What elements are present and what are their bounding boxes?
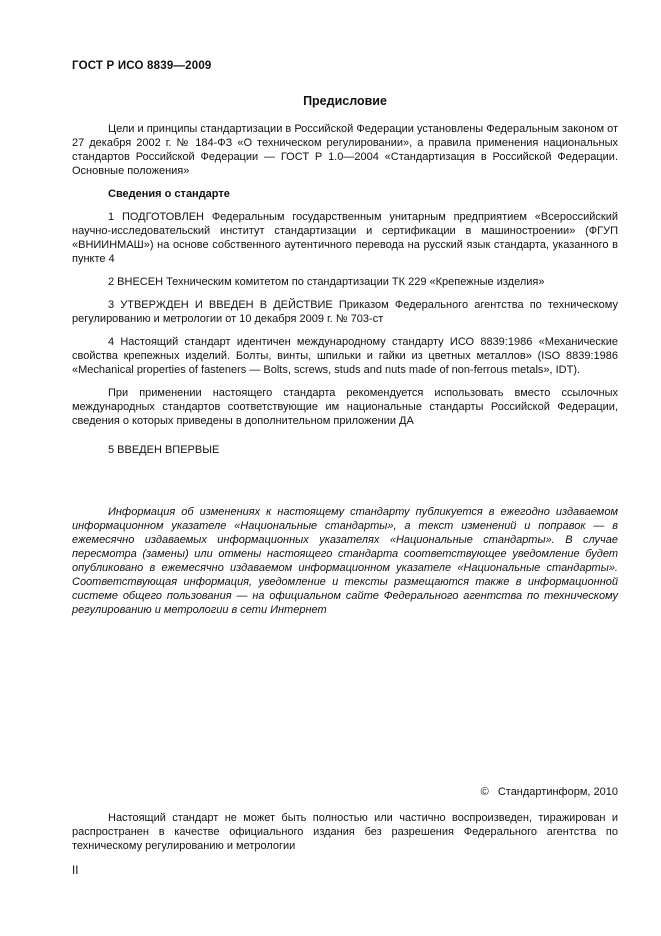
document-designation: ГОСТ Р ИСО 8839—2009 bbox=[72, 60, 212, 72]
reproduction-note: Настоящий стандарт не может быть полностью или частично воспроизведен, тиражирован и распространен в качестве официального издания без разрешения Федерального агентства по техническому регулированию и метрологии bbox=[72, 812, 618, 852]
foreword-item-1: 1 ПОДГОТОВЛЕН Федеральным государственным унитарным предприятием «Всероссийский научно-исследовательский институт стандартизации и сертификации в машиностроении» (ФГУП «ВНИИНМАШ») на основе собственного аутентичного перевода на русский язык стандарта, указанного в пункте 4 bbox=[72, 211, 618, 265]
application-note: При применении настоящего стандарта рекомендуется использовать вместо ссылочных международных стандартов соответствующие им национальные стандарты Российской Федерации, сведения о которых приведены в дополнительном приложении ДА bbox=[72, 387, 618, 427]
copyright-line: © Стандартинформ, 2010 bbox=[480, 786, 618, 798]
section-heading: Сведения о стандарте bbox=[108, 188, 230, 200]
intro-paragraph: Цели и принципы стандартизации в Российской Федерации установлены Федеральным законом от 27 декабря 2002 г. № 184-ФЗ «О техническом регулировании», а правила применения национальных стандартов Российской Федерации — ГОСТ Р 1.0—2004 «Стандартизация в Российской Федерации. Основные положения» bbox=[72, 123, 618, 177]
foreword-item-5: 5 ВВЕДЕН ВПЕРВЫЕ bbox=[108, 444, 220, 456]
foreword-item-3: 3 УТВЕРЖДЕН И ВВЕДЕН В ДЕЙСТВИЕ Приказом Федерального агентства по техническому регулированию и метрологии от 10 декабря 2009 г. № 703-ст bbox=[72, 299, 618, 325]
foreword-item-4: 4 Настоящий стандарт идентичен международному стандарту ИСО 8839:1986 «Механические свойства крепежных изделий. Болты, винты, шпильки и гайки из цветных металлов» (ISO 8839:1986 «Mechanical properties of fasteners — Bolts, screws, studs and nuts made of non-ferrous metals», IDT). bbox=[72, 336, 618, 376]
page-title: Предисловие bbox=[303, 94, 387, 108]
publication-note: Информация об изменениях к настоящему стандарту публикуется в ежегодно издаваемом информационном указателе «Национальные стандарты», а текст изменений и поправок — в ежемесячно издаваемых информационных указателях «Национальные стандарты». В случае пересмотра (замены) или отмены настоящего стандарта соответствующее уведомление будет опубликовано в ежемесячно издаваемом информационном указателе «Национальные стандарты». Соответствующая информация, уведомление и тексты размещаются также в информационной системе общего пользования — на официальном сайте Федерального агентства по техническому регулированию и метрологии в сети Интернет bbox=[72, 506, 618, 616]
foreword-item-2: 2 ВНЕСЕН Техническим комитетом по стандартизации ТК 229 «Крепежные изделия» bbox=[108, 276, 545, 288]
page-number: II bbox=[72, 865, 79, 877]
